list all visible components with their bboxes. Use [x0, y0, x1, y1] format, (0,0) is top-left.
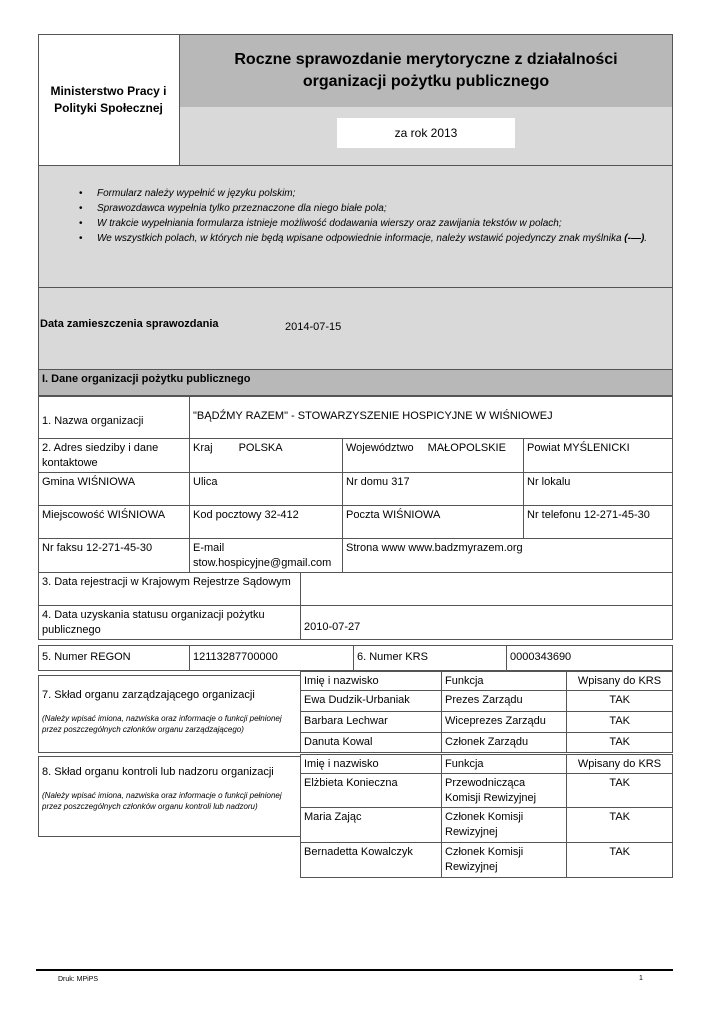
board-member-name[interactable]: Danuta Kowal [300, 732, 442, 753]
control-note: (Należy wpisać imiona, nazwiska oraz informacje o funkcji pełnionej przez poszczególnych członków organu kontroli lub nadzoru) [42, 791, 282, 811]
krs-registration-label: 3. Data rejestracji w Krajowym Rejestrze Sądowym [38, 572, 301, 606]
control-member-krs[interactable]: TAK [566, 807, 673, 843]
board-label: 7. Skład organu zarządzającego organizacji [42, 689, 255, 701]
krs-number-field[interactable]: 0000343690 [506, 645, 673, 671]
country-value: POLSKA [238, 442, 283, 454]
board-member-name[interactable]: Ewa Dudzik-Urbaniak [300, 690, 442, 712]
board-col-name: Imię i nazwisko [300, 671, 442, 691]
regon-field[interactable]: 12113287700000 [189, 645, 354, 671]
website-field[interactable]: Strona www www.badzmyrazem.org [342, 538, 673, 573]
control-member-name[interactable]: Bernadetta Kowalczyk [300, 842, 442, 878]
footer-print-label: Druk: MPiPS [58, 976, 99, 983]
org-name-field[interactable]: "BĄDŹMY RAZEM" - STOWARZYSZENIE HOSPICYJNE W WIŚNIOWEJ [189, 396, 673, 439]
phone-field[interactable]: Nr telefonu 12-271-45-30 [523, 505, 673, 539]
voivodeship-label: Województwo [346, 442, 414, 454]
control-member-function[interactable]: Członek Komisji Rewizyjnej [441, 842, 567, 878]
postal-code-field[interactable]: Kod pocztowy 32-412 [189, 505, 343, 539]
publication-date-label: Data zamieszczenia sprawozdania [40, 318, 219, 330]
board-member-function[interactable]: Prezes Zarządu [441, 690, 567, 712]
dash-mark: (-—) [624, 233, 645, 244]
instruction-text: We wszystkich polach, w których nie będą wpisane odpowiednie informacje, należy wstawić pojedynczy znak myślnika [97, 233, 625, 244]
control-member-krs[interactable]: TAK [566, 842, 673, 878]
publication-date-value: 2014-07-15 [285, 321, 342, 333]
street-field[interactable]: Ulica [189, 472, 343, 506]
instruction-end: . [644, 233, 648, 244]
footer-divider [36, 969, 673, 971]
report-year-field[interactable]: za rok 2013 [337, 118, 515, 148]
section-1-title: I. Dane organizacji pożytku publicznego [38, 370, 673, 396]
post-office-field[interactable]: Poczta WIŚNIOWA [342, 505, 524, 539]
voivodeship-field[interactable] [342, 438, 524, 473]
control-col-function: Funkcja [441, 754, 567, 774]
apartment-number-field[interactable]: Nr lokalu [523, 472, 673, 506]
email-label: E-mail [193, 542, 225, 554]
email-field[interactable] [189, 538, 343, 573]
board-member-function[interactable]: Członek Zarządu [441, 732, 567, 753]
board-col-krs: Wpisany do KRS [566, 671, 673, 691]
control-member-name[interactable]: Elżbieta Konieczna [300, 773, 442, 808]
board-member-name[interactable]: Barbara Lechwar [300, 711, 442, 733]
house-number-field[interactable]: Nr domu 317 [342, 472, 524, 506]
board-member-krs[interactable]: TAK [566, 711, 673, 733]
control-member-name[interactable]: Maria Zając [300, 807, 442, 843]
instruction-item [79, 231, 672, 246]
board-note: (Należy wpisać imiona, nazwiska oraz informacje o funkcji pełnionej przez poszczególnych członków organu zarządzającego) [42, 714, 282, 734]
instructions-box [38, 166, 673, 288]
report-title: Roczne sprawozdanie merytoryczne z działalności organizacji pożytku publicznego [180, 35, 672, 107]
org-name-label: 1. Nazwa organizacji [38, 396, 190, 439]
control-col-krs: Wpisany do KRS [566, 754, 673, 774]
krs-number-label: 6. Numer KRS [353, 645, 507, 671]
county-field[interactable]: Powiat MYŚLENICKI [523, 438, 673, 473]
board-member-krs[interactable]: TAK [566, 690, 673, 712]
instruction-item: • Sprawozdawca wypełnia tylko przeznaczone dla niego białe pola; [79, 201, 672, 216]
ministry-name: Ministerstwo Pracy i Polityki Społecznej [38, 34, 180, 166]
opp-status-label: 4. Data uzyskania statusu organizacji pożytku publicznego [38, 605, 301, 640]
address-label: 2. Adres siedziby i dane kontaktowe [38, 438, 190, 473]
board-member-function[interactable]: Wiceprezes Zarządu [441, 711, 567, 733]
country-field[interactable] [189, 438, 343, 473]
control-label-box [38, 756, 301, 837]
voivodeship-value: MAŁOPOLSKIE [427, 442, 506, 454]
control-member-function[interactable]: Członek Komisji Rewizyjnej [441, 807, 567, 843]
fax-field[interactable]: Nr faksu 12-271-45-30 [38, 538, 190, 573]
locality-field[interactable]: Miejscowość WIŚNIOWA [38, 505, 190, 539]
email-value: stow.hospicyjne@gmail.com [193, 557, 332, 569]
board-label-box [38, 675, 301, 753]
opp-status-field[interactable]: 2010-07-27 [300, 605, 673, 640]
instruction-item: • Formularz należy wypełnić w języku polskim; [79, 186, 672, 201]
regon-label: 5. Numer REGON [38, 645, 190, 671]
control-col-name: Imię i nazwisko [300, 754, 442, 774]
board-col-function: Funkcja [441, 671, 567, 691]
instruction-item: • W trakcie wypełniania formularza istnieje możliwość dodawania wierszy oraz zawijania tekstów w polach; [79, 216, 672, 231]
page-number: 1 [639, 975, 643, 982]
country-label: Kraj [193, 442, 213, 454]
control-member-krs[interactable]: TAK [566, 773, 673, 808]
krs-registration-field[interactable] [300, 572, 673, 606]
board-member-krs[interactable]: TAK [566, 732, 673, 753]
commune-field[interactable]: Gmina WIŚNIOWA [38, 472, 190, 506]
control-member-function[interactable]: Przewodnicząca Komisji Rewizyjnej [441, 773, 567, 808]
control-label: 8. Skład organu kontroli lub nadzoru organizacji [42, 766, 274, 778]
